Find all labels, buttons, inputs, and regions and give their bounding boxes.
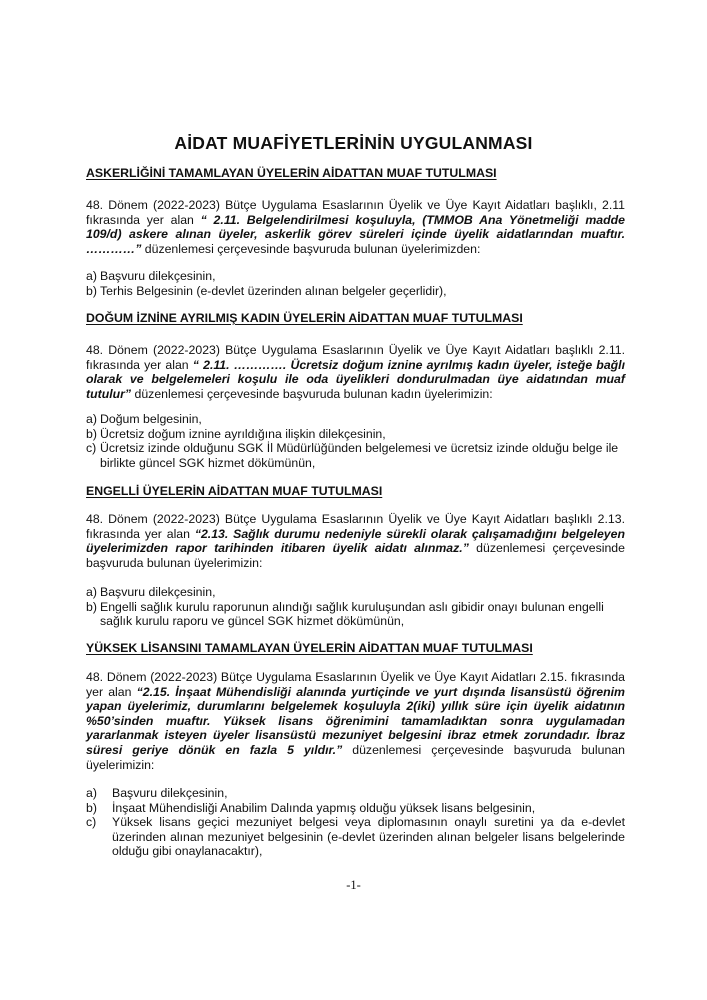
requirements-list-maternity [86,412,625,470]
list-item-text: Terhis Belgesinin (e-devlet üzerinden alınan belgeler geçerlidir), [100,283,447,298]
list-item-text: Ücretsiz doğum iznine ayrıldığına ilişkin dilekçesinin, [100,426,386,441]
section-paragraph-military [86,198,625,256]
list-item [86,815,625,859]
list-marker: a) [86,786,97,800]
list-marker: b) [86,800,97,815]
quoted-regulation: “ 2.11. Belgelendirilmesi koşuluyla, (TMMOB Ana Yönetmeliği madde 109/d) askere alınan üyeler, askerlik görev süreleri içinde üyelik aidatlarından muaftır. …………” [86,212,625,256]
list-item [86,585,625,600]
quoted-regulation: “2.15. İnşaat Mühendisliği alanında yurtiçinde ve yurt dışında lisansüstü öğrenim yapan üyelerimiz, durumlarını belgelemek koşuluyla 2(iki) yıllık süre için üyelik aidatının %50’sinden muaftır. Yüksek lisans öğrenimini tamamladıktan sonra uygulamadan yararlanmak isteyen üyeler lisansüstü mezuniyet belgesini ibraz etmek zorundadır. İbraz süresi geriye dönük en fazla 5 yıldır.” [86,684,625,757]
list-marker: a) [86,269,97,283]
paragraph-text: 48. Dönem (2022-2023) Bütçe Uygulama Esaslarının Üyelik ve Üye Kayıt Aidatları başlıklı, 2.11 fıkrasında yer alan [86,198,625,227]
list-marker: b) [86,599,97,614]
list-marker: b) [86,283,97,298]
paragraph-text: düzenlemesi çerçevesinde başvuruda bulunan kadın üyelerimizin: [131,386,493,401]
list-item-text: Engelli sağlık kurulu raporunun alındığı sağlık kuruluşundan aslı gibidir onayı bulunan engelli sağlık kurulu raporu ve güncel SGK hizmet dökümünün, [100,599,604,629]
list-item-text: Ücretsiz izinde olduğunu SGK İl Müdürlüğünden belgelemesi ve ücretsiz izinde olduğu belge ile birlikte güncel SGK hizmet dökümünün, [100,441,619,470]
section-heading-disabled: ENGELLİ ÜYELERİN AİDATTAN MUAF TUTULMASI [86,484,383,498]
list-item-text: Başvuru dilekçesinin, [112,786,228,800]
list-marker: a) [86,585,97,599]
list-item [86,600,625,629]
section-heading-maternity: DOĞUM İZNİNE AYRILMIŞ KADIN ÜYELERİN AİDATTAN MUAF TUTULMASI [86,311,523,325]
section-paragraph-masters [86,670,625,772]
requirements-list-disabled [86,585,625,629]
list-item-text: Yüksek lisans geçici mezuniyet belgesi veya diplomasının onaylı suretini ya da e-devlet üzerinden alınan mezuniyet belgesinin (e-devlet üzerinden alınan belgeler lisans belgelerinde olduğu gibi onaylanacaktır), [112,815,625,859]
section-heading-masters: YÜKSEK LİSANSINI TAMAMLAYAN ÜYELERİN AİDATTAN MUAF TUTULMASI [86,641,533,655]
list-marker: c) [86,441,97,456]
list-marker: a) [86,412,97,426]
list-item-text: Başvuru dilekçesinin, [100,269,216,283]
list-item-text: İnşaat Mühendisliği Anabilim Dalında yapmış olduğu yüksek lisans belgesinin, [112,800,536,815]
list-item [86,427,625,442]
paragraph-text: düzenlemesi çerçevesinde başvuruda bulunan üyelerimizden: [141,241,481,256]
list-item-text: Başvuru dilekçesinin, [100,585,216,599]
quoted-regulation: “ 2.11. …………. Ücretsiz doğum iznine ayrılmış kadın üyeler, isteğe bağlı olarak ve belgelemeleri koşulu ile oda üyelikleri dondurulmadan üye aidatından muaf tutulur” [86,357,626,401]
requirements-list-military [86,269,625,298]
list-item [86,801,625,816]
list-item [86,269,625,284]
quoted-regulation: “2.13. Sağlık durumu nedeniyle sürekli olarak çalışamadığını belgeleyen üyelerimizden rapor tarihinden itibaren üyelik aidatı alınmaz.” [86,526,625,556]
paragraph-text: 48. Dönem (2022-2023) Bütçe Uygulama Esaslarının Üyelik ve Üye Kayıt Aidatları başlıklı 2.11. fıkrasında yer alan [86,343,625,372]
paragraph-text: düzenlemesi çerçevesinde başvuruda bulunan üyelerimizin: [86,742,625,772]
document-title: AİDAT MUAFİYETLERİNİN UYGULANMASI [174,133,533,153]
requirements-list-masters [86,786,625,859]
section-paragraph-disabled [86,512,625,570]
paragraph-text: düzenlemesi çerçevesinde başvuruda bulunan üyelerimizin: [86,541,625,570]
paragraph-text: 48. Dönem (2022-2023) Bütçe Uygulama Esaslarının Üyelik ve Üye Kayıt Aidatları 2.15. fıkrasında yer alan [86,670,625,699]
section-heading-military: ASKERLİĞİNİ TAMAMLAYAN ÜYELERİN AİDATTAN MUAF TUTULMASI [86,166,497,180]
section-paragraph-maternity [86,343,625,401]
list-item-text: Doğum belgesinin, [100,412,202,426]
paragraph-text: 48. Dönem (2022-2023) Bütçe Uygulama Esaslarının Üyelik ve Üye Kayıt Aidatları başlıklı 2.13. fıkrasında yer alan [86,512,625,541]
page-number: -1- [346,878,361,892]
list-item [86,786,625,801]
list-marker: c) [86,815,97,830]
list-item [86,284,625,299]
list-item [86,441,625,470]
list-marker: b) [86,426,97,441]
list-item [86,412,625,427]
